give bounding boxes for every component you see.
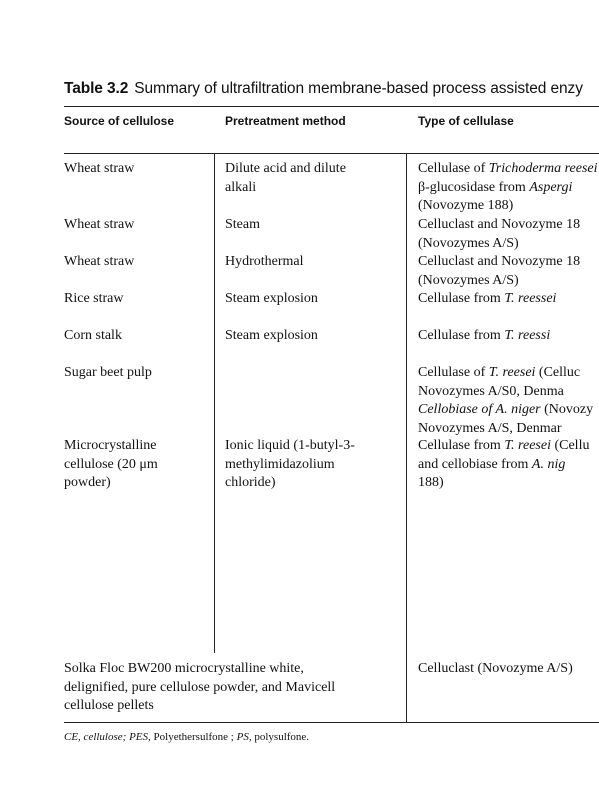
cell-line: alkali [225,179,257,195]
cell-line: (Novozymes A/S) [418,235,519,251]
cell-source [64,364,152,383]
cell-line: and cellobiase from A. nig [418,456,566,472]
cell-line: Cellobiase of A. niger (Novozy [418,402,594,417]
cell-line: Hydrothermal [225,254,304,269]
cell-pretreatment [225,216,260,235]
cell-source [64,160,134,179]
cell-line: powder) [64,475,111,490]
cell-line: Celluclast and Novozyme 18 [418,254,581,269]
cell-line: Wheat straw [64,161,135,176]
cell-line: (Novozymes A/S) [418,272,519,288]
cell-cellulase [418,327,550,346]
cell-line: Corn stalk [64,328,122,343]
cell-line: Cellulase of T. reesei (Celluc [418,365,581,380]
cell-pretreatment [225,437,355,493]
cell-line: Novozymes A/S, Denmar [418,420,562,436]
table-footnote: CE, cellulose; PES, Polyethersulfone ; PS, polysulfone. [64,731,310,743]
cell-cellulase [418,364,593,438]
table-top-rule [64,106,599,107]
cell-source [64,216,134,235]
cell-source [64,660,335,716]
cell-source [64,437,158,493]
cell-pretreatment [225,253,304,272]
cell-line: methylimidazolium [225,456,335,472]
cell-line: Ionic liquid (1-butyl-3- [225,438,355,453]
cell-pretreatment [225,327,318,346]
cell-line: β-glucosidase from Aspergi [418,179,573,195]
cell-line: (Novozyme 188) [418,198,514,213]
cell-line: Celluclast (Novozyme A/S) [418,661,573,676]
cell-line: Cellulase from T. reessei [418,291,557,306]
header-rule [64,153,599,154]
cell-line: Steam explosion [225,291,318,306]
cell-line: cellulose pellets [64,698,154,713]
cell-line: cellulose (20 μm [64,456,158,472]
cell-line: Solka Floc BW200 microcrystalline white, [64,661,304,676]
cell-line: Rice straw [64,291,124,306]
cell-line: Sugar beet pulp [64,365,152,380]
cell-line: Cellulase of Trichoderma reesei [418,161,598,176]
table-caption [64,80,599,98]
cell-line: delignified, pure cellulose powder, and Mavicell [64,679,336,695]
table-bottom-rule [64,722,599,723]
header-source: Source of cellulose [64,114,175,128]
cell-source [64,327,122,346]
cell-line: Microcrystalline [64,438,157,453]
cell-line: Wheat straw [64,217,135,232]
cell-source [64,290,123,309]
header-cellulase: Type of cellulase [418,114,514,128]
cell-line: Steam explosion [225,328,318,343]
cell-cellulase [418,160,598,216]
cell-line: Cellulase from T. reesei (Cellu [418,438,590,453]
cell-line: 188) [418,475,444,490]
cell-cellulase [418,290,556,309]
cell-cellulase [418,253,580,290]
cell-line: Cellulase from T. reessi [418,328,551,343]
cell-line: chloride) [225,475,276,490]
column-divider-2 [406,153,407,722]
table-title: Summary of ultrafiltration membrane-based process assisted enzy [134,80,583,97]
cell-cellulase [418,437,589,493]
cell-line: Novozymes A/S0, Denma [418,383,564,399]
cell-cellulase [418,216,580,253]
cell-source [64,253,134,272]
table-label: Table 3.2 [64,80,129,97]
cell-line: Steam [225,217,260,232]
cell-line: Celluclast and Novozyme 18 [418,217,581,232]
header-pretreatment: Pretreatment method [225,114,346,128]
cell-pretreatment [225,160,346,197]
cell-line: Wheat straw [64,254,135,269]
cell-pretreatment [225,290,318,309]
cell-line: Dilute acid and dilute [225,161,346,176]
cell-cellulase [418,660,573,679]
column-divider-1 [214,153,215,653]
